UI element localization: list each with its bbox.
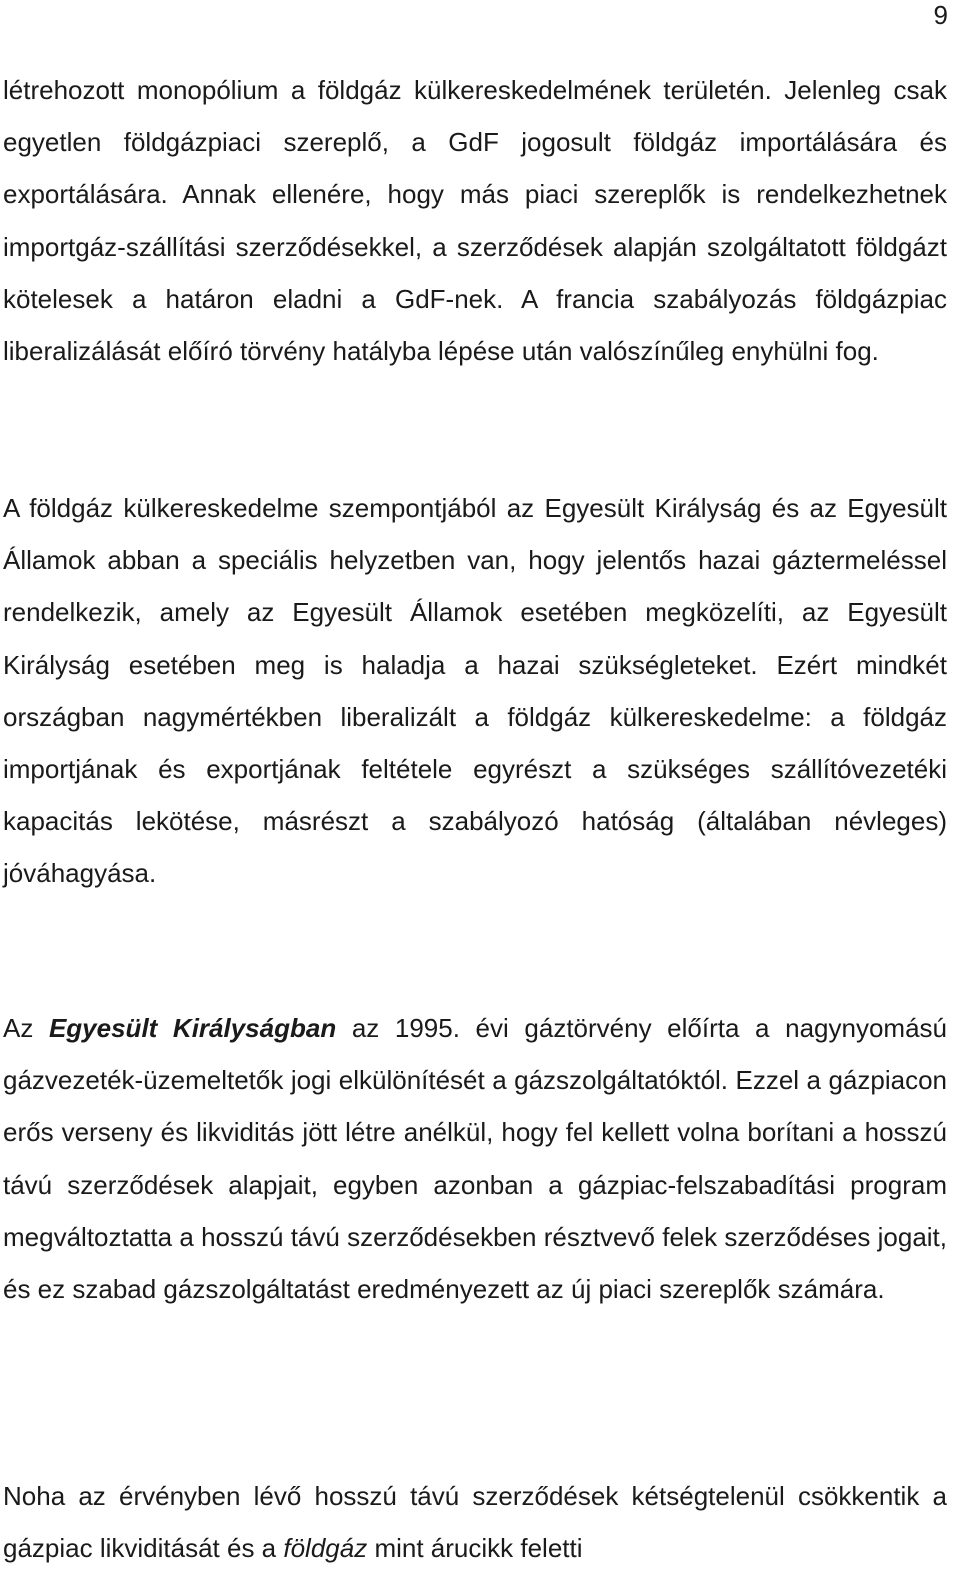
page-number: 9 — [933, 0, 948, 30]
paragraph-uk-lead: Az — [3, 1013, 49, 1043]
paragraph-contracts-lead: Noha az érvényben lévő hosszú távú szerződések kétségtelenül csökkentik a gázpiac likviditását és a — [3, 1481, 947, 1564]
paragraph-uk-gas-act — [3, 1002, 947, 1315]
paragraph-contracts-rest: mint árucikk feletti — [367, 1533, 583, 1564]
paragraph-uk-us-trade: A földgáz külkereskedelme szempontjából az Egyesült Királyság és az Egyesült Államok abban a speciális helyzetben van, hogy jelentős hazai gáztermeléssel rendelkezik, amely az Egyesült Államok esetében megközelíti, az Egyesült Királyság esetében meg is haladja a hazai szükségleteket. Ezért mindkét országban nagymértékben liberalizált a földgáz külkereskedelme: a földgáz importjának és exportjának feltétele egyrészt a szükséges szállítóvezetéki kapacitás lekötése, másrészt a szabályozó hatóság (általában névleges) jóváhagyása. — [3, 493, 947, 889]
paragraph-long-term-contracts — [3, 1470, 947, 1574]
paragraph-uk-rest: az 1995. évi gáztörvény előírta a nagynyomású gázvezeték-üzemeltetők jogi elkülönítését a gázszolgáltatóktól. Ezzel a gázpiacon erős verseny és likviditás jött létre anélkül, hogy fel kellett volna borítani a hosszú távú szerződések alapjait, egyben azonban a gázpiac-felszabadítási program megváltoztatta a hosszú távú szerződésekben résztvevő felek szerződéses jogait, és ez szabad gázszolgáltatást eredményezett az új piaci szereplők számára. — [3, 1013, 947, 1305]
paragraph-monopoly: létrehozott monopólium a földgáz külkereskedelmének területén. Jelenleg csak egyetlen földgázpiaci szereplő, a GdF jogosult földgáz importálására és exportálására. Annak ellenére, hogy más piaci szereplők is rendelkezhetnek importgáz-szállítási szerződésekkel, a szerződések alapján szolgáltatott földgázt kötelesek a határon eladni a GdF-nek. A francia szabályozás földgázpiac liberalizálását előíró törvény hatályba lépése után valószínűleg enyhülni fog. — [3, 75, 947, 367]
emphasis-natural-gas: földgáz — [283, 1533, 368, 1564]
emphasis-united-kingdom: Egyesült Királyságban — [48, 1013, 337, 1043]
